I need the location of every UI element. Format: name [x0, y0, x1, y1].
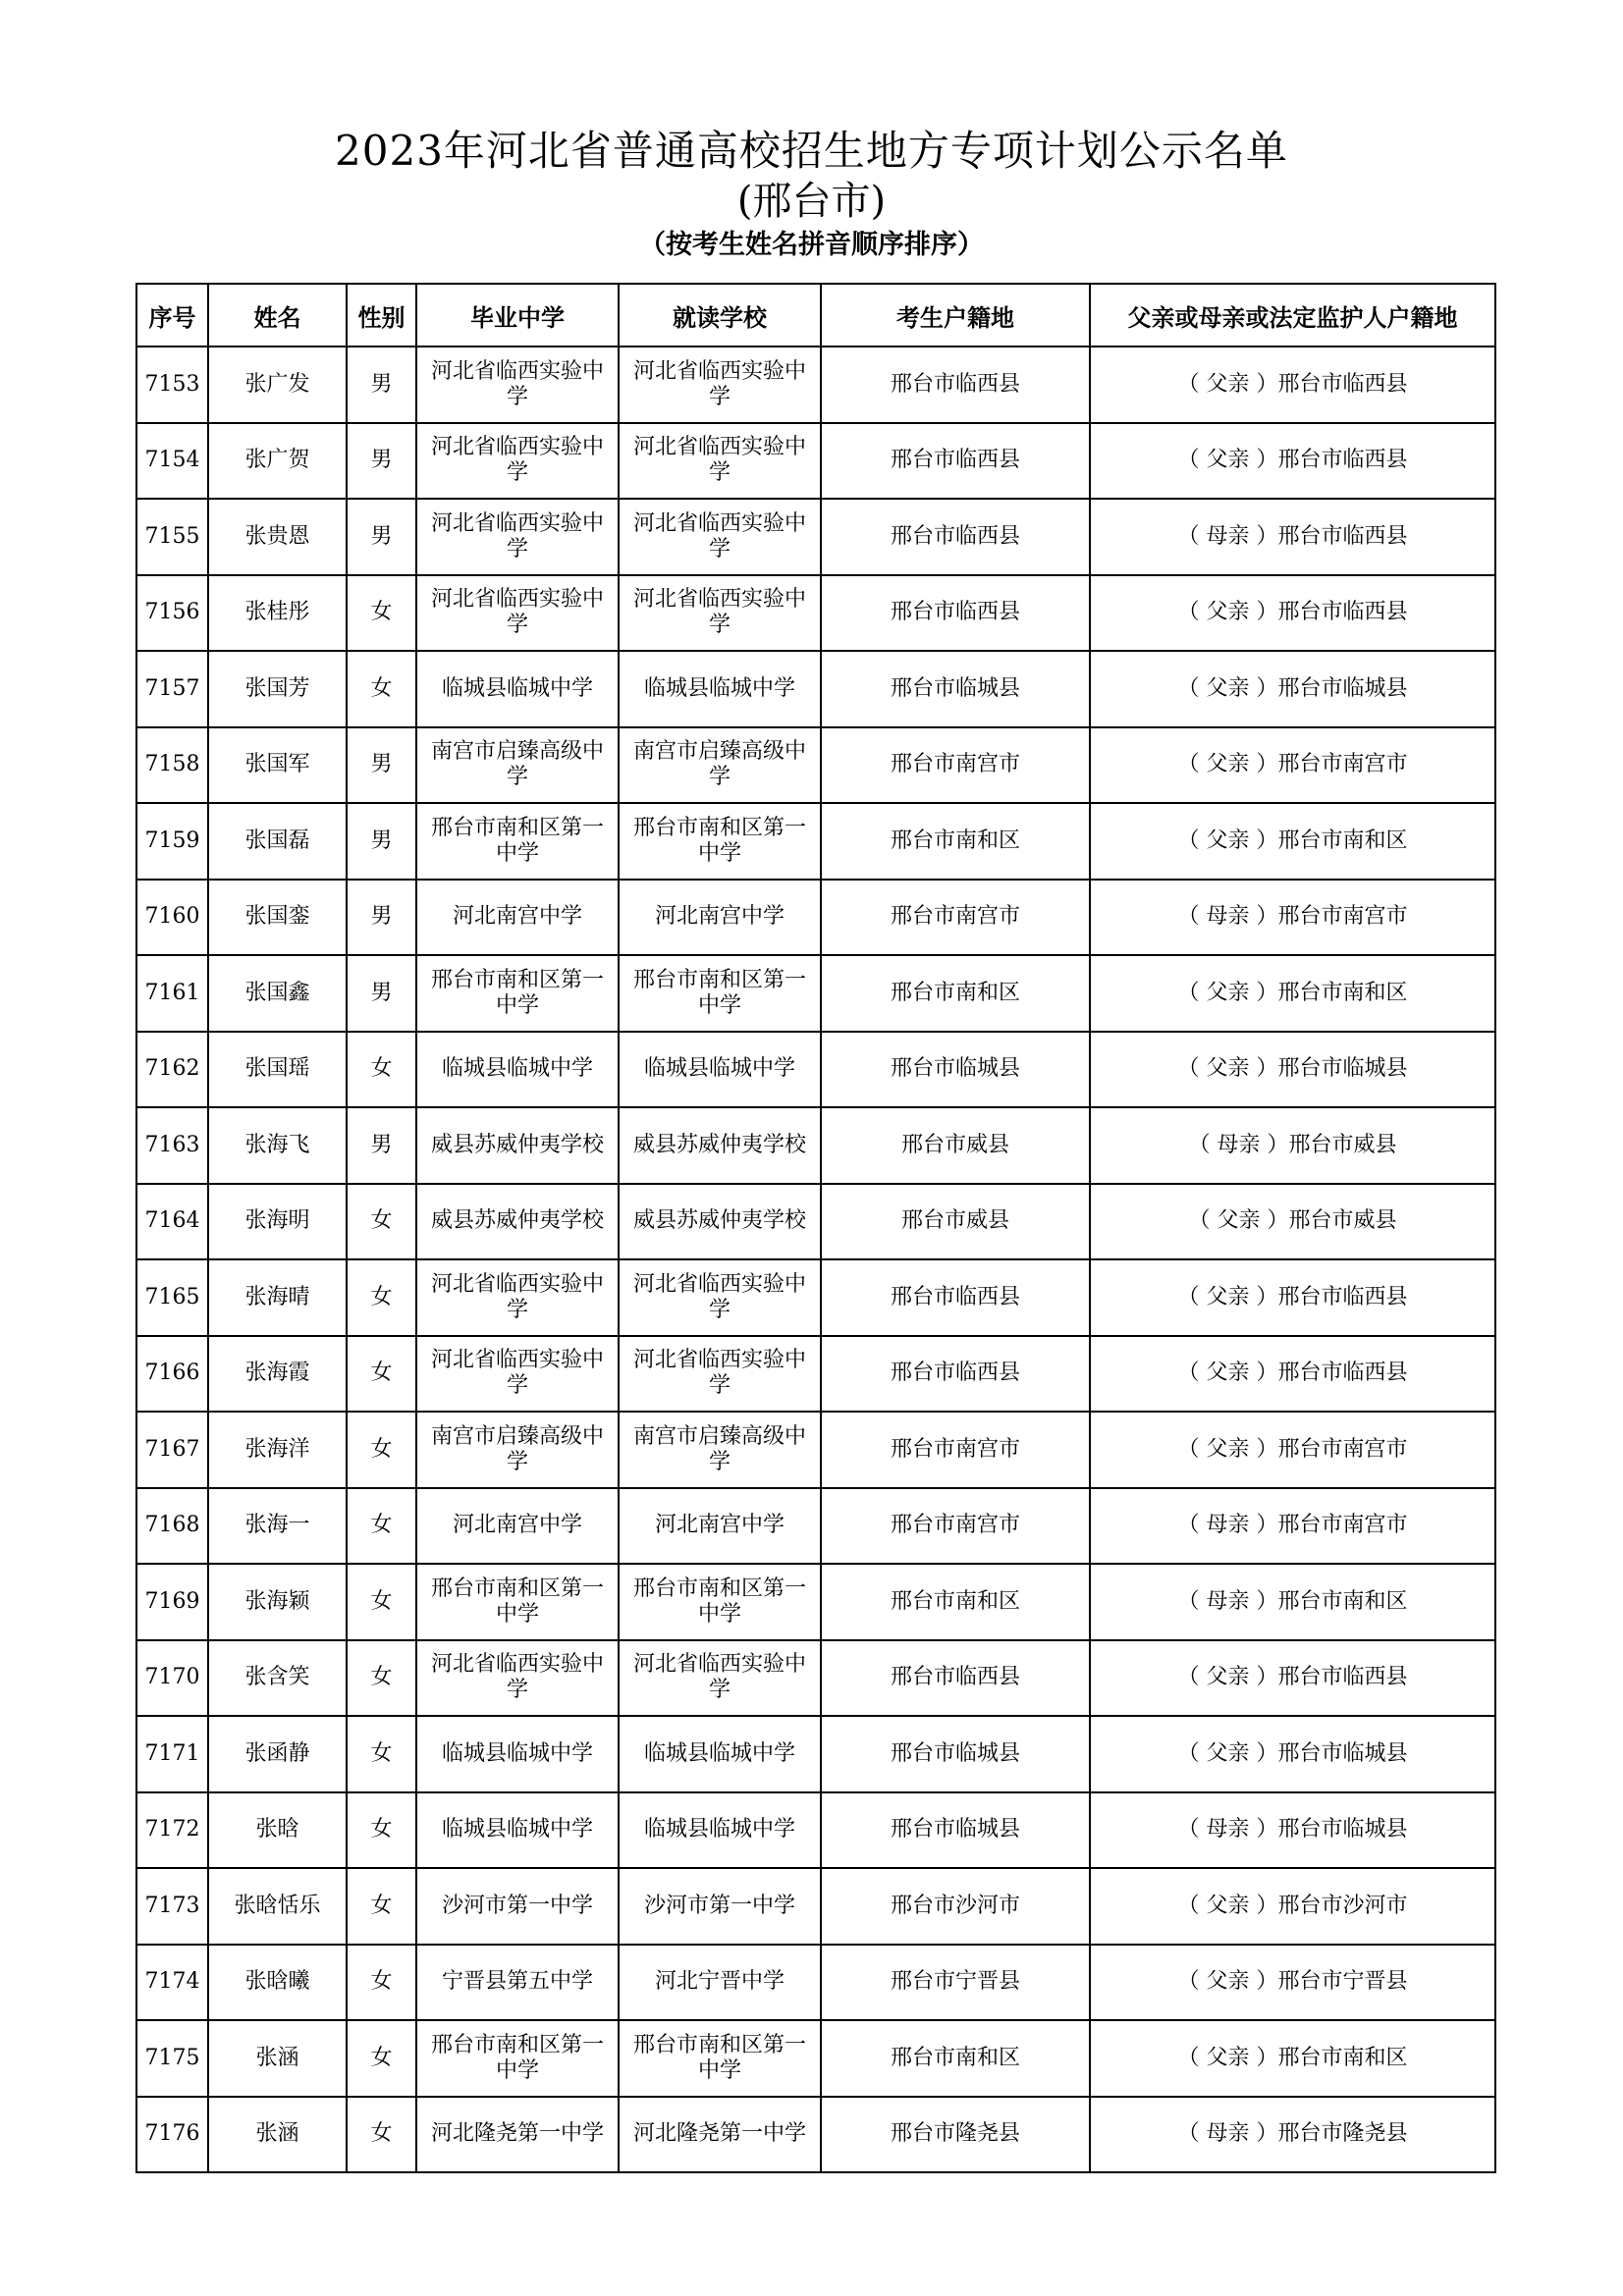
- cell-parent-hukou: （ 父亲 ）邢台市临西县: [1090, 1640, 1495, 1717]
- cell-name: 张国磊: [208, 803, 347, 880]
- cell-student-hukou: 邢台市临西县: [821, 423, 1090, 500]
- cell-gender: 女: [347, 2020, 416, 2097]
- cell-student-hukou: 邢台市临西县: [821, 575, 1090, 652]
- cell-name: 张广贺: [208, 423, 347, 500]
- cell-current-school: 河北隆尧第一中学: [619, 2097, 821, 2173]
- cell-current-school: 河北省临西实验中学: [619, 575, 821, 652]
- cell-graduated-school: 河北省临西实验中学: [416, 423, 619, 500]
- cell-current-school: 河北省临西实验中学: [619, 1259, 821, 1336]
- cell-current-school: 南宫市启臻高级中学: [619, 727, 821, 804]
- cell-graduated-school: 南宫市启臻高级中学: [416, 1412, 619, 1488]
- table-row: [136, 1868, 1495, 1945]
- cell-parent-hukou: （ 父亲 ）邢台市沙河市: [1090, 1868, 1495, 1945]
- cell-parent-hukou: （ 母亲 ）邢台市南和区: [1090, 1564, 1495, 1640]
- cell-seq: 7176: [136, 2097, 208, 2173]
- cell-graduated-school: 河北南宫中学: [416, 880, 619, 956]
- column-header-seq: 序号: [136, 284, 208, 347]
- table-row: [136, 2097, 1495, 2173]
- cell-graduated-school: 河北省临西实验中学: [416, 575, 619, 652]
- table-row: [136, 1716, 1495, 1792]
- cell-parent-hukou: （ 母亲 ）邢台市临西县: [1090, 499, 1495, 575]
- table-row: [136, 1640, 1495, 1717]
- cell-seq: 7173: [136, 1868, 208, 1945]
- table-row: [136, 1488, 1495, 1565]
- cell-current-school: 临城县临城中学: [619, 651, 821, 727]
- cell-gender: 男: [347, 955, 416, 1032]
- cell-graduated-school: 河北隆尧第一中学: [416, 2097, 619, 2173]
- cell-name: 张国军: [208, 727, 347, 804]
- cell-current-school: 临城县临城中学: [619, 1792, 821, 1869]
- cell-name: 张海颖: [208, 1564, 347, 1640]
- cell-current-school: 河北宁晋中学: [619, 1945, 821, 2021]
- cell-gender: 男: [347, 347, 416, 423]
- table-row: [136, 1032, 1495, 1108]
- cell-student-hukou: 邢台市临西县: [821, 347, 1090, 423]
- cell-student-hukou: 邢台市南宫市: [821, 1412, 1090, 1488]
- cell-seq: 7158: [136, 727, 208, 804]
- cell-student-hukou: 邢台市宁晋县: [821, 1945, 1090, 2021]
- cell-seq: 7175: [136, 2020, 208, 2097]
- cell-seq: 7156: [136, 575, 208, 652]
- cell-graduated-school: 河北省临西实验中学: [416, 347, 619, 423]
- cell-gender: 男: [347, 803, 416, 880]
- cell-name: 张涵: [208, 2020, 347, 2097]
- cell-student-hukou: 邢台市沙河市: [821, 1868, 1090, 1945]
- cell-name: 张含笑: [208, 1640, 347, 1717]
- cell-gender: 男: [347, 423, 416, 500]
- cell-graduated-school: 临城县临城中学: [416, 1792, 619, 1869]
- cell-parent-hukou: （ 父亲 ）邢台市南和区: [1090, 803, 1495, 880]
- cell-graduated-school: 临城县临城中学: [416, 1716, 619, 1792]
- table-row: [136, 1945, 1495, 2021]
- cell-student-hukou: 邢台市临西县: [821, 1640, 1090, 1717]
- cell-current-school: 临城县临城中学: [619, 1032, 821, 1108]
- cell-graduated-school: 邢台市南和区第一中学: [416, 955, 619, 1032]
- cell-name: 张海一: [208, 1488, 347, 1565]
- cell-name: 张晗恬乐: [208, 1868, 347, 1945]
- admission-list-table: [135, 283, 1496, 2173]
- cell-parent-hukou: （ 父亲 ）邢台市南宫市: [1090, 1412, 1495, 1488]
- column-header-name: 姓名: [208, 284, 347, 347]
- cell-parent-hukou: （ 父亲 ）邢台市宁晋县: [1090, 1945, 1495, 2021]
- document-title: 2023年河北省普通高校招生地方专项计划公示名单: [335, 127, 1288, 175]
- cell-name: 张国鑫: [208, 955, 347, 1032]
- cell-parent-hukou: （ 父亲 ）邢台市南和区: [1090, 2020, 1495, 2097]
- table-row: [136, 347, 1495, 423]
- cell-gender: 男: [347, 880, 416, 956]
- table-row: [136, 2020, 1495, 2097]
- cell-parent-hukou: （ 母亲 ）邢台市南宫市: [1090, 880, 1495, 956]
- cell-seq: 7171: [136, 1716, 208, 1792]
- cell-seq: 7172: [136, 1792, 208, 1869]
- column-header-parent-hukou: 父亲或母亲或法定监护人户籍地: [1090, 284, 1495, 347]
- cell-gender: 女: [347, 1336, 416, 1413]
- cell-seq: 7165: [136, 1259, 208, 1336]
- cell-graduated-school: 河北省临西实验中学: [416, 499, 619, 575]
- cell-student-hukou: 邢台市南和区: [821, 955, 1090, 1032]
- cell-current-school: 沙河市第一中学: [619, 1868, 821, 1945]
- cell-seq: 7174: [136, 1945, 208, 2021]
- cell-current-school: 邢台市南和区第一中学: [619, 1564, 821, 1640]
- table-row: [136, 1792, 1495, 1869]
- cell-current-school: 临城县临城中学: [619, 1716, 821, 1792]
- cell-gender: 女: [347, 1412, 416, 1488]
- cell-graduated-school: 威县苏威仲夷学校: [416, 1184, 619, 1260]
- cell-graduated-school: 邢台市南和区第一中学: [416, 803, 619, 880]
- cell-graduated-school: 沙河市第一中学: [416, 1868, 619, 1945]
- cell-parent-hukou: （ 父亲 ）邢台市临西县: [1090, 423, 1495, 500]
- cell-current-school: 邢台市南和区第一中学: [619, 803, 821, 880]
- cell-student-hukou: 邢台市隆尧县: [821, 2097, 1090, 2173]
- table-row: [136, 651, 1495, 727]
- cell-student-hukou: 邢台市南和区: [821, 2020, 1090, 2097]
- cell-parent-hukou: （ 父亲 ）邢台市南宫市: [1090, 727, 1495, 804]
- cell-student-hukou: 邢台市临西县: [821, 1259, 1090, 1336]
- cell-graduated-school: 南宫市启臻高级中学: [416, 727, 619, 804]
- cell-gender: 男: [347, 1107, 416, 1184]
- cell-name: 张国銮: [208, 880, 347, 956]
- cell-gender: 女: [347, 1716, 416, 1792]
- cell-graduated-school: 邢台市南和区第一中学: [416, 2020, 619, 2097]
- cell-parent-hukou: （ 父亲 ）邢台市临西县: [1090, 1259, 1495, 1336]
- table-row: [136, 727, 1495, 804]
- cell-current-school: 河北南宫中学: [619, 880, 821, 956]
- cell-parent-hukou: （ 父亲 ）邢台市临西县: [1090, 1336, 1495, 1413]
- table-header-row: [136, 284, 1495, 347]
- table-row: [136, 1564, 1495, 1640]
- cell-name: 张广发: [208, 347, 347, 423]
- cell-name: 张涵: [208, 2097, 347, 2173]
- cell-seq: 7159: [136, 803, 208, 880]
- cell-name: 张海晴: [208, 1259, 347, 1336]
- cell-name: 张海洋: [208, 1412, 347, 1488]
- cell-name: 张国瑶: [208, 1032, 347, 1108]
- cell-current-school: 邢台市南和区第一中学: [619, 955, 821, 1032]
- cell-seq: 7157: [136, 651, 208, 727]
- cell-student-hukou: 邢台市临城县: [821, 1716, 1090, 1792]
- cell-current-school: 河北省临西实验中学: [619, 347, 821, 423]
- cell-current-school: 威县苏威仲夷学校: [619, 1107, 821, 1184]
- cell-current-school: 邢台市南和区第一中学: [619, 2020, 821, 2097]
- cell-gender: 女: [347, 2097, 416, 2173]
- cell-parent-hukou: （ 父亲 ）邢台市临城县: [1090, 651, 1495, 727]
- cell-gender: 女: [347, 1792, 416, 1869]
- table-row: [136, 423, 1495, 500]
- column-header-current-school: 就读学校: [619, 284, 821, 347]
- table-row: [136, 1184, 1495, 1260]
- cell-graduated-school: 河北省临西实验中学: [416, 1640, 619, 1717]
- cell-name: 张海明: [208, 1184, 347, 1260]
- cell-current-school: 河北省临西实验中学: [619, 1336, 821, 1413]
- cell-seq: 7154: [136, 423, 208, 500]
- cell-student-hukou: 邢台市南宫市: [821, 1488, 1090, 1565]
- table-row: [136, 1259, 1495, 1336]
- cell-name: 张国芳: [208, 651, 347, 727]
- cell-parent-hukou: （ 父亲 ）邢台市南和区: [1090, 955, 1495, 1032]
- cell-student-hukou: 邢台市南宫市: [821, 727, 1090, 804]
- cell-current-school: 河北省临西实验中学: [619, 1640, 821, 1717]
- cell-student-hukou: 邢台市临城县: [821, 651, 1090, 727]
- cell-gender: 女: [347, 1564, 416, 1640]
- cell-name: 张函静: [208, 1716, 347, 1792]
- cell-gender: 女: [347, 1259, 416, 1336]
- cell-gender: 男: [347, 727, 416, 804]
- cell-name: 张晗: [208, 1792, 347, 1869]
- table-row: [136, 955, 1495, 1032]
- cell-name: 张海霞: [208, 1336, 347, 1413]
- cell-seq: 7169: [136, 1564, 208, 1640]
- cell-graduated-school: 宁晋县第五中学: [416, 1945, 619, 2021]
- cell-student-hukou: 邢台市威县: [821, 1184, 1090, 1260]
- table-row: [136, 1412, 1495, 1488]
- cell-parent-hukou: （ 母亲 ）邢台市临城县: [1090, 1792, 1495, 1869]
- cell-graduated-school: 河北省临西实验中学: [416, 1259, 619, 1336]
- cell-parent-hukou: （ 母亲 ）邢台市隆尧县: [1090, 2097, 1495, 2173]
- cell-seq: 7170: [136, 1640, 208, 1717]
- cell-student-hukou: 邢台市威县: [821, 1107, 1090, 1184]
- cell-gender: 女: [347, 575, 416, 652]
- cell-parent-hukou: （ 母亲 ）邢台市威县: [1090, 1107, 1495, 1184]
- cell-current-school: 威县苏威仲夷学校: [619, 1184, 821, 1260]
- cell-student-hukou: 邢台市南宫市: [821, 880, 1090, 956]
- cell-current-school: 河北省临西实验中学: [619, 499, 821, 575]
- cell-parent-hukou: （ 父亲 ）邢台市临西县: [1090, 575, 1495, 652]
- cell-seq: 7161: [136, 955, 208, 1032]
- cell-gender: 男: [347, 499, 416, 575]
- cell-seq: 7153: [136, 347, 208, 423]
- column-header-student-hukou: 考生户籍地: [821, 284, 1090, 347]
- cell-gender: 女: [347, 651, 416, 727]
- table-row: [136, 1107, 1495, 1184]
- table-row: [136, 575, 1495, 652]
- cell-current-school: 南宫市启臻高级中学: [619, 1412, 821, 1488]
- cell-graduated-school: 河北南宫中学: [416, 1488, 619, 1565]
- cell-graduated-school: 威县苏威仲夷学校: [416, 1107, 619, 1184]
- table-row: [136, 803, 1495, 880]
- cell-student-hukou: 邢台市临城县: [821, 1032, 1090, 1108]
- cell-gender: 女: [347, 1640, 416, 1717]
- cell-gender: 女: [347, 1032, 416, 1108]
- cell-graduated-school: 临城县临城中学: [416, 1032, 619, 1108]
- column-header-gender: 性别: [347, 284, 416, 347]
- cell-seq: 7167: [136, 1412, 208, 1488]
- cell-graduated-school: 临城县临城中学: [416, 651, 619, 727]
- cell-graduated-school: 河北省临西实验中学: [416, 1336, 619, 1413]
- cell-current-school: 河北省临西实验中学: [619, 423, 821, 500]
- cell-current-school: 河北南宫中学: [619, 1488, 821, 1565]
- cell-seq: 7168: [136, 1488, 208, 1565]
- cell-name: 张晗曦: [208, 1945, 347, 2021]
- table-body: [136, 347, 1495, 2172]
- cell-student-hukou: 邢台市临西县: [821, 499, 1090, 575]
- cell-gender: 女: [347, 1945, 416, 2021]
- cell-student-hukou: 邢台市南和区: [821, 803, 1090, 880]
- cell-parent-hukou: （ 父亲 ）邢台市威县: [1090, 1184, 1495, 1260]
- cell-student-hukou: 邢台市南和区: [821, 1564, 1090, 1640]
- cell-parent-hukou: （ 母亲 ）邢台市南宫市: [1090, 1488, 1495, 1565]
- cell-seq: 7164: [136, 1184, 208, 1260]
- cell-seq: 7162: [136, 1032, 208, 1108]
- cell-name: 张海飞: [208, 1107, 347, 1184]
- cell-name: 张贵恩: [208, 499, 347, 575]
- cell-seq: 7163: [136, 1107, 208, 1184]
- cell-parent-hukou: （ 父亲 ）邢台市临西县: [1090, 347, 1495, 423]
- table-row: [136, 499, 1495, 575]
- cell-seq: 7160: [136, 880, 208, 956]
- cell-parent-hukou: （ 父亲 ）邢台市临城县: [1090, 1032, 1495, 1108]
- table-row: [136, 880, 1495, 956]
- table-row: [136, 1336, 1495, 1413]
- sort-note: （按考生姓名拼音顺序排序）: [639, 230, 984, 260]
- cell-student-hukou: 邢台市临城县: [821, 1792, 1090, 1869]
- cell-name: 张桂彤: [208, 575, 347, 652]
- column-header-graduated-school: 毕业中学: [416, 284, 619, 347]
- cell-seq: 7155: [136, 499, 208, 575]
- cell-graduated-school: 邢台市南和区第一中学: [416, 1564, 619, 1640]
- document-subtitle: (邢台市): [736, 179, 887, 224]
- cell-student-hukou: 邢台市临西县: [821, 1336, 1090, 1413]
- cell-gender: 女: [347, 1868, 416, 1945]
- cell-parent-hukou: （ 父亲 ）邢台市临城县: [1090, 1716, 1495, 1792]
- cell-gender: 女: [347, 1488, 416, 1565]
- cell-seq: 7166: [136, 1336, 208, 1413]
- cell-gender: 女: [347, 1184, 416, 1260]
